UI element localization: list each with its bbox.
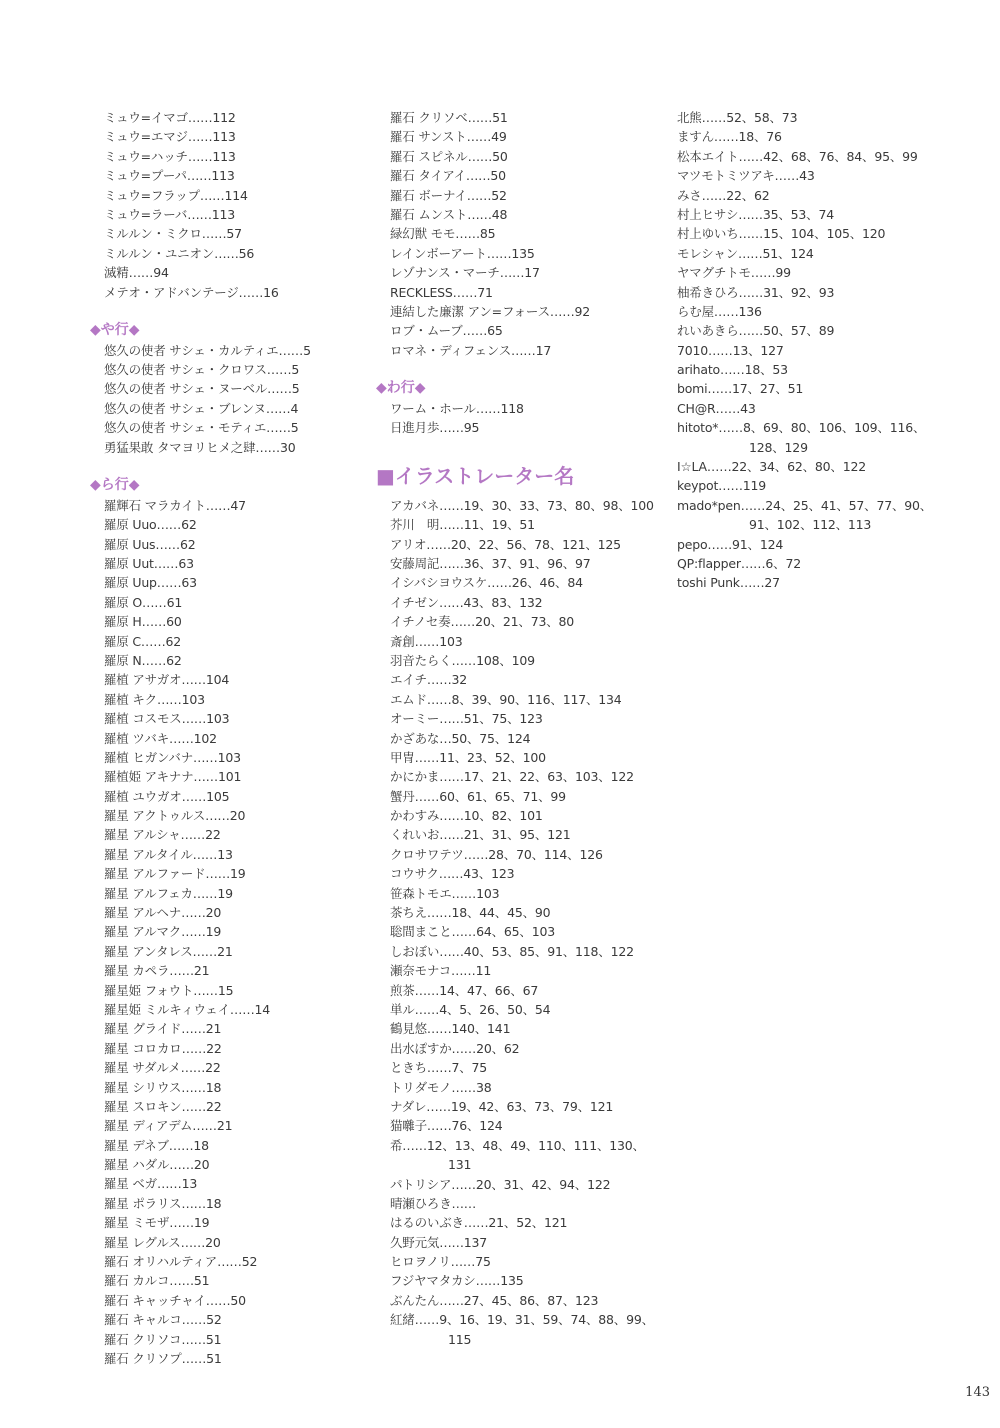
index-entry: ワーム・ホール……118 — [390, 400, 524, 416]
page-number: 143 — [965, 1385, 990, 1400]
index-entry: arihato……18、53 — [677, 362, 788, 378]
spacer — [390, 438, 660, 457]
index-entry: 笹森トモエ……103 — [390, 885, 500, 901]
index-entry: 羅原 Uus……62 — [104, 536, 196, 552]
index-entry: hitoto*……8、69、80、106、109、116、 — [677, 420, 926, 436]
index-entry: フジヤマタカシ……135 — [390, 1273, 524, 1289]
index-entry: 羅星 ミモザ……19 — [104, 1215, 210, 1231]
index-entry: 芥川 明……11、19、51 — [390, 517, 535, 533]
index-entry: 松本エイト……42、68、76、84、95、99 — [677, 148, 918, 164]
index-entry: ときち……7、75 — [390, 1060, 488, 1076]
index-entry: 羅石 オリハルティア……52 — [104, 1254, 258, 1270]
index-entry: ミュウ=エマジ……113 — [104, 129, 236, 145]
index-entry: クロサワテツ……28、70、114、126 — [390, 846, 603, 862]
index-entry: 羅星 シリウス……18 — [104, 1079, 222, 1095]
index-entry: 羅植 ヒガンバナ……103 — [104, 749, 241, 765]
index-entry: 聡間まこと……64、65、103 — [390, 924, 555, 940]
index-entry: 斎創……103 — [390, 633, 463, 649]
index-entry: RECKLESS……71 — [390, 284, 493, 300]
index-entry: 北熊……52、58、73 — [677, 110, 798, 125]
index-entry: 羅植 アサガオ……104 — [104, 672, 230, 688]
index-entry: 羅星 カペラ……21 — [104, 963, 210, 979]
index-entry: 羅輝石 マラカイト……47 — [104, 497, 246, 513]
index-entry: 茶ちえ……18、44、45、90 — [390, 905, 551, 921]
index-entry: toshi Punk……27 — [677, 575, 780, 591]
index-entry: 羅石 クリソプ……51 — [104, 1351, 222, 1366]
index-entry: れいあきら……50、57、89 — [677, 323, 835, 339]
index-entry-continuation: 128、129 — [749, 439, 808, 455]
index-entry: 羅石 カルコ……51 — [104, 1273, 210, 1289]
index-entry: 羅石 ムンスト……48 — [390, 206, 508, 222]
index-entry: 羅星 ハダル……20 — [104, 1157, 210, 1173]
category-heading: ■イラストレーター名 — [376, 464, 575, 489]
index-entry: 羅原 Uut……63 — [104, 555, 194, 571]
index-entry: bomi……17、27、51 — [677, 381, 804, 397]
index-entry: 羅原 C……62 — [104, 633, 182, 649]
index-entry: 連結した廉潔 アン=フォース……92 — [390, 303, 591, 319]
index-entry: みさ……22、62 — [677, 187, 770, 203]
index-entry: 悠久の使者 サシェ・ヌーベル……5 — [104, 381, 300, 397]
index-entry: イチゼン……43、83、132 — [390, 594, 543, 610]
index-entry: 羅星姫 フォウト……15 — [104, 982, 234, 998]
index-entry: 紅緒……9、16、19、31、59、74、88、99、 — [390, 1312, 654, 1328]
index-entry: アリオ……20、22、56、78、121、125 — [390, 536, 621, 552]
index-entry: 羅星 アルシャ……22 — [104, 827, 221, 843]
index-entry: はるのいぶき……21、52、121 — [390, 1215, 568, 1231]
index-entry: 羅植 ツバキ……102 — [104, 730, 217, 746]
index-entry: 羅植 コスモス……103 — [104, 711, 230, 727]
index-entry: 悠久の使者 サシェ・ブレンヌ……4 — [104, 400, 299, 416]
index-entry: らむ屋……136 — [677, 303, 762, 319]
index-entry: 村上ヒサシ……35、53、74 — [677, 206, 834, 222]
index-column-3 — [677, 108, 977, 593]
index-entry: 煎茶……14、47、66、67 — [390, 982, 539, 998]
index-entry: 羅石 キャルコ……52 — [104, 1312, 222, 1328]
index-entry: 羅石 タイアイ……50 — [390, 168, 506, 184]
index-entry: パトリシア……20、31、42、94、122 — [390, 1176, 611, 1192]
index-entry: 羅星 サダルメ……22 — [104, 1060, 221, 1076]
index-entry: ヒロヲノリ……75 — [390, 1254, 491, 1270]
index-entry: 羅星 ポラリス……18 — [104, 1195, 222, 1211]
index-entry: 羅星 グライド……21 — [104, 1021, 222, 1037]
index-entry: 単ル……4、5、26、50、54 — [390, 1001, 551, 1017]
index-entry: コウサク……43、123 — [390, 866, 515, 882]
index-entry: マツモトミツアキ……43 — [677, 168, 815, 184]
index-entry: 羅原 N……62 — [104, 652, 182, 668]
index-entry: ミュウ=ラーバ……113 — [104, 206, 236, 222]
index-entry: 日進月歩……95 — [390, 420, 480, 436]
index-entry: I☆LA……22、34、62、80、122 — [677, 459, 866, 475]
index-entry: 瀬奈モナコ……11 — [390, 963, 492, 979]
spacer — [104, 457, 364, 476]
index-entry: 羅星 アルタイル……13 — [104, 846, 233, 862]
index-entry: しおぼい……40、53、85、91、118、122 — [390, 943, 634, 959]
index-entry: イチノセ奏……20、21、73、80 — [390, 614, 575, 630]
index-entry: エムド……8、39、90、116、117、134 — [390, 691, 622, 707]
index-column-1 — [90, 108, 364, 1368]
index-entry: 羅星 レグルス……20 — [104, 1234, 221, 1250]
index-entry: 羽音たらく……108、109 — [390, 652, 535, 668]
index-entry: メテオ・アドバンテージ……16 — [104, 284, 279, 300]
index-entry: かわすみ……10、82、101 — [390, 808, 543, 824]
index-entry: 羅石 ボーナイ……52 — [390, 187, 507, 203]
index-entry: 羅星 アルマク……19 — [104, 924, 222, 940]
index-entry-continuation: 131 — [448, 1157, 472, 1173]
index-entry: 安藤周記……36、37、91、96、97 — [390, 556, 591, 571]
index-entry: 羅星 スロキン……22 — [104, 1098, 222, 1114]
index-entry: レインボーアート……135 — [390, 245, 535, 261]
index-entry: ぶんたん……27、45、86、87、123 — [390, 1292, 599, 1308]
index-entry: keypot……119 — [677, 478, 767, 494]
index-entry: 羅石 スピネル……50 — [390, 148, 508, 164]
index-entry: 羅植 ユウガオ……105 — [104, 788, 230, 804]
index-entry: ロブ・ムーブ……65 — [390, 323, 503, 339]
index-entry: 羅植姫 アキナナ……101 — [104, 769, 242, 785]
index-entry: 悠久の使者 サシェ・カルティエ……5 — [104, 342, 311, 358]
index-entry: 羅星 ディアデム……21 — [104, 1118, 233, 1134]
index-entry: 鶴見悠……140、141 — [390, 1021, 511, 1037]
index-entry: 緑幻獣 モモ……85 — [390, 226, 496, 242]
index-entry: かにかま……17、21、22、63、103、122 — [390, 769, 634, 785]
index-entry: ロマネ・ディフェンス……17 — [390, 342, 552, 358]
section-heading: ◆や行◆ — [90, 322, 140, 339]
index-entry: 滅精……94 — [104, 265, 169, 281]
index-entry: モレシャン……51、124 — [677, 245, 814, 261]
index-entry: イシバシヨウスケ……26、46、84 — [390, 575, 583, 591]
index-entry: くれいお……21、31、95、121 — [390, 827, 571, 843]
index-entry: 羅星 アクトゥルス……20 — [104, 808, 246, 824]
index-entry-continuation: 91、102、112、113 — [749, 517, 872, 533]
index-entry: 羅石 サンスト……49 — [390, 129, 507, 145]
index-entry: 7010……13、127 — [677, 342, 784, 358]
index-entry: 羅星 デネブ……18 — [104, 1137, 209, 1153]
index-entry: ヤマグチトモ……99 — [677, 265, 791, 281]
index-entry: 羅植 キク……103 — [104, 691, 205, 707]
index-entry: 晴瀬ひろき…… — [390, 1195, 477, 1211]
index-entry: 羅星 アルヘナ……20 — [104, 905, 222, 921]
index-entry: 勇猛果敢 タマヨリヒメ之肆……30 — [104, 439, 296, 455]
index-entry: mado*pen……24、25、41、57、77、90、 — [677, 497, 933, 513]
index-column-2 — [376, 108, 660, 1349]
index-entry: アカバネ……19、30、33、73、80、98、100 — [390, 497, 654, 513]
index-entry: 甲冑……11、23、52、100 — [390, 749, 546, 765]
index-entry: 羅原 Uuo……62 — [104, 517, 197, 533]
index-entry: 羅石 クリソベ……51 — [390, 110, 508, 125]
index-entry: 羅原 O……61 — [104, 594, 183, 610]
spacer — [390, 360, 660, 379]
index-entry: 悠久の使者 サシェ・クロワス……5 — [104, 362, 300, 378]
index-entry: かざあな…50、75、124 — [390, 730, 531, 746]
section-heading: ◆ら行◆ — [90, 477, 140, 494]
index-entry: ミルルン・ミクロ……57 — [104, 226, 242, 242]
index-entry: ミュウ=プーパ……113 — [104, 168, 235, 184]
index-entry: オーミー……51、75、123 — [390, 711, 543, 727]
index-entry: 悠久の使者 サシェ・モティエ……5 — [104, 420, 299, 436]
index-entry: 羅原 Uup……63 — [104, 575, 197, 591]
index-entry: 羅星 アンタレス……21 — [104, 943, 233, 959]
index-entry: 羅原 H……60 — [104, 614, 182, 630]
section-heading: ◆わ行◆ — [376, 380, 426, 397]
index-entry: pepo……91、124 — [677, 536, 784, 552]
index-entry: 羅石 キャッチャイ……50 — [104, 1292, 246, 1308]
index-entry: 出水ぽすか……20、62 — [390, 1040, 520, 1056]
index-entry: ますん……18、76 — [677, 129, 782, 145]
index-entry: ミュウ=イマゴ……112 — [104, 110, 236, 125]
spacer — [104, 302, 364, 321]
index-entry: CH@R……43 — [677, 400, 756, 416]
index-entry: 羅石 クリソコ……51 — [104, 1331, 222, 1347]
index-entry: ミルルン・ユニオン……56 — [104, 245, 255, 261]
index-entry: レゾナンス・マーチ……17 — [390, 265, 540, 281]
index-entry: 蟹丹……60、61、65、71、99 — [390, 788, 566, 804]
index-entry: 羅星 アルフェカ……19 — [104, 885, 233, 901]
index-entry: 村上ゆいち……15、104、105、120 — [677, 226, 886, 242]
index-entry: 羅星 アルファード……19 — [104, 866, 246, 882]
index-entry: 羅星 コロカロ……22 — [104, 1040, 222, 1056]
index-entry: 羅星 ベガ……13 — [104, 1176, 198, 1192]
index-entry: ナダレ……19、42、63、73、79、121 — [390, 1098, 614, 1114]
index-entry-continuation: 115 — [448, 1331, 472, 1347]
index-entry: ミュウ=ハッチ……113 — [104, 148, 236, 164]
index-entry: 猫囃子……76、124 — [390, 1118, 503, 1134]
index-entry: トリダモノ……38 — [390, 1079, 492, 1095]
index-entry: 羅星姫 ミルキィウェイ……14 — [104, 1001, 271, 1017]
index-entry: 柚希きひろ……31、92、93 — [677, 284, 835, 300]
index-entry: エイチ……32 — [390, 672, 468, 688]
index-entry: 久野元気……137 — [390, 1234, 488, 1250]
index-entry: ミュウ=フラップ……114 — [104, 187, 248, 203]
index-entry: 希……12、13、48、49、110、111、130、 — [390, 1137, 645, 1153]
index-entry: QP:flapper……6、72 — [677, 555, 801, 571]
